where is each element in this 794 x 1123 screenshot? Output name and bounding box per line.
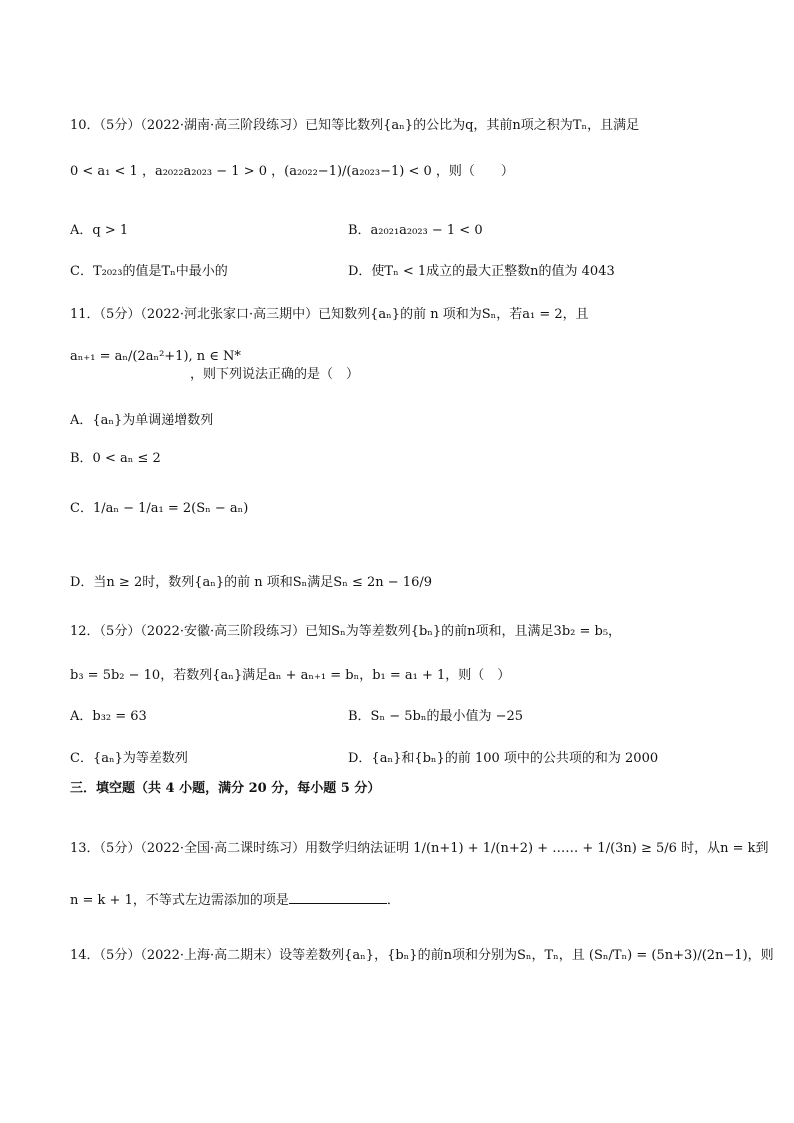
q13-answer-blank[interactable] [289,889,387,904]
q12-stem-line1: 12．（5分）（2022·安徽·高三阶段练习）已知Sₙ为等差数列{bₙ}的前n项和，且满足3b₂ = b₅， [70,624,622,639]
q11-option-b: B．0 < aₙ ≤ 2 [70,451,161,466]
q10-stem-line2: 0 < a₁ < 1 ，a₂₀₂₂a₂₀₂₃ − 1 > 0 ，(a₂₀₂₂−1)/(a₂₀₂₃−1) < 0 ，则（ ） [70,164,514,179]
q10-option-b: B．a₂₀₂₁a₂₀₂₃ − 1 < 0 [348,223,483,238]
q12-option-a: A．b₃₂ = 63 [70,709,147,724]
q11-option-c: C．1/aₙ − 1/a₁ = 2(Sₙ − aₙ) [70,501,249,516]
q11-stem-line2: aₙ₊₁ = aₙ/(2aₙ²+1), n ∈ N* [70,349,241,364]
q11-stem-line1: 11．（5分）（2022·河北张家口·高三期中）已知数列{aₙ}的前 n 项和为Sₙ，若a₁ = 2，且 [70,307,589,322]
q11-stem-line3: ，则下列说法正确的是（ ） [190,367,360,382]
q10-option-d: D．使Tₙ < 1成立的最大正整数n的值为 4043 [348,264,615,279]
q10-option-a: A．q > 1 [70,223,129,238]
q14-stem-line1: 14．（5分）（2022·上海·高二期末）设等差数列{aₙ}，{bₙ}的前n项和分别为Sₙ，Tₙ，且 (Sₙ/Tₙ) = (5n+3)/(2n−1)，则 [70,948,774,963]
q11-option-d: D．当n ≥ 2时，数列{aₙ}的前 n 项和Sₙ满足Sₙ ≤ 2n − 16/9 [70,575,432,590]
q13-stem-text: n = k + 1，不等式左边需添加的项是 [70,893,289,908]
q12-option-b: B．Sₙ − 5bₙ的最小值为 −25 [348,709,524,724]
q11-option-a: A．{aₙ}为单调递增数列 [70,413,214,428]
q13-stem-line2 [70,889,400,910]
q12-option-c: C．{aₙ}为等差数列 [70,751,188,766]
q10-option-c: C．T₂₀₂₃的值是Tₙ中最小的 [70,264,228,279]
q13-stem-end: ． [386,893,400,908]
q13-stem-line1: 13．（5分）（2022·全国·高二课时练习）用数学归纳法证明 1/(n+1) + 1/(n+2) + …… + 1/(3n) ≥ 5/6 时，从n = k到 [70,841,769,856]
q12-stem-line2: b₃ = 5b₂ − 10，若数列{aₙ}满足aₙ + aₙ₊₁ = bₙ，b₁ = a₁ + 1，则（ ） [70,668,511,683]
q10-stem-line1: 10．（5分）（2022·湖南·高三阶段练习）已知等比数列{aₙ}的公比为q，其前n项之积为Tₙ，且满足 [70,118,640,133]
q12-option-d: D．{aₙ}和{bₙ}的前 100 项中的公共项的和为 2000 [348,751,659,766]
section-heading-fill-in: 三．填空题（共 4 小题，满分 20 分，每小题 5 分） [70,781,381,796]
